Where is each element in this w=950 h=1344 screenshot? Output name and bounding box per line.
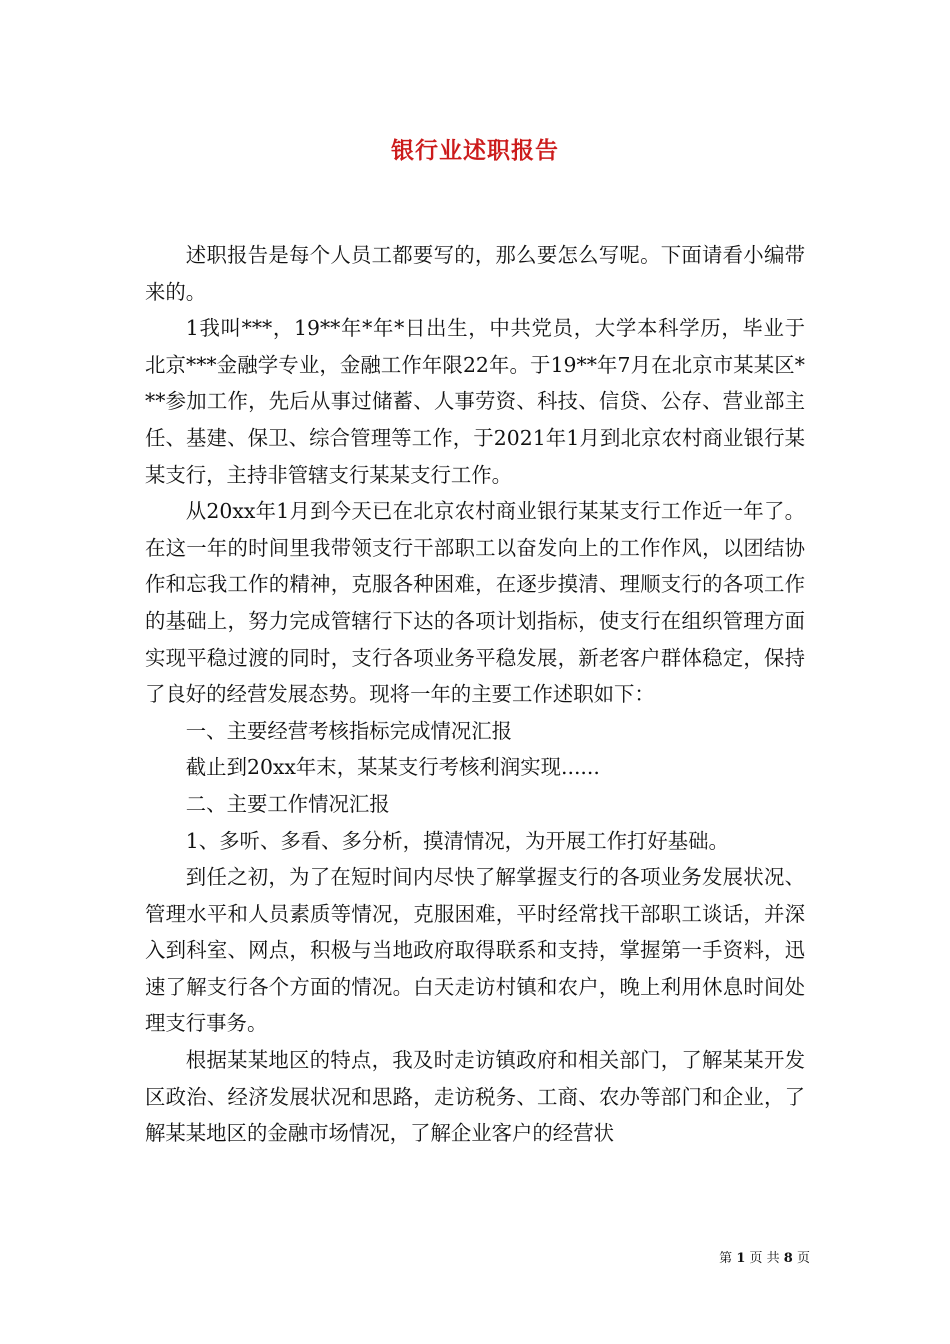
paragraph-personal-info: 1我叫***，19**年*年*日出生，中共党员，大学本科学历，毕业于北京***金融学专业，金融工作年限22年。于19**年7月在北京市某某区***参加工作，先后从事过储蓄、人事劳资、科技、信贷、公存、营业部主任、基建、保卫、综合管理等工作，于2021年1月到北京农村商业银行某某支行，主持非管辖支行某某支行工作。 xyxy=(145,316,805,487)
footer-middle: 页 共 xyxy=(749,1251,780,1266)
section-heading-1: 一、主要经营考核指标完成情况汇报 xyxy=(185,718,513,743)
footer-total-pages: 8 xyxy=(783,1251,793,1266)
paragraph-profit: 截止到20xx年末，某某支行考核利润实现...... xyxy=(185,755,600,780)
footer-suffix: 页 xyxy=(796,1251,810,1266)
section-heading-2: 二、主要工作情况汇报 xyxy=(185,791,390,816)
footer-prefix: 第 xyxy=(719,1251,733,1266)
paragraph-local-visits: 根据某某地区的特点，我及时走访镇政府和相关部门，了解某某开发区政治、经济发展状况和思路，走访税务、工商、农办等部门和企业，了解某某地区的金融市场情况，了解企业客户的经营状 xyxy=(145,1048,805,1146)
paragraph-overview: 从20xx年1月到今天已在北京农村商业银行某某支行工作近一年了。在这一年的时间里我带领支行干部职工以奋发向上的工作作风，以团结协作和忘我工作的精神，克服各种困难，在逐步摸清、理顺支行的各项工作的基础上，努力完成管辖行下达的各项计划指标，使支行在组织管理方面实现平稳过渡的同时，支行各项业务平稳发展，新老客户群体稳定，保持了良好的经营发展态势。现将一年的主要工作述职如下： xyxy=(145,499,805,707)
page-footer xyxy=(719,1247,810,1266)
subsection-heading-1: 1、多听、多看、多分析，摸清情况，为开展工作打好基础。 xyxy=(185,828,729,853)
paragraph-intro: 述职报告是每个人员工都要写的，那么要怎么写呢。下面请看小编带来的。 xyxy=(145,243,805,304)
document-body xyxy=(145,237,805,1152)
footer-page-number: 1 xyxy=(736,1251,746,1266)
document-title: 银行业述职报告 xyxy=(391,137,559,164)
paragraph-arrival: 到任之初，为了在短时间内尽快了解掌握支行的各项业务发展状况、管理水平和人员素质等情况，克服困难，平时经常找干部职工谈话，并深入到科室、网点，积极与当地政府取得联系和支持，掌握第一手资料，迅速了解支行各个方面的情况。白天走访村镇和农户，晚上利用休息时间处理支行事务。 xyxy=(145,865,805,1036)
